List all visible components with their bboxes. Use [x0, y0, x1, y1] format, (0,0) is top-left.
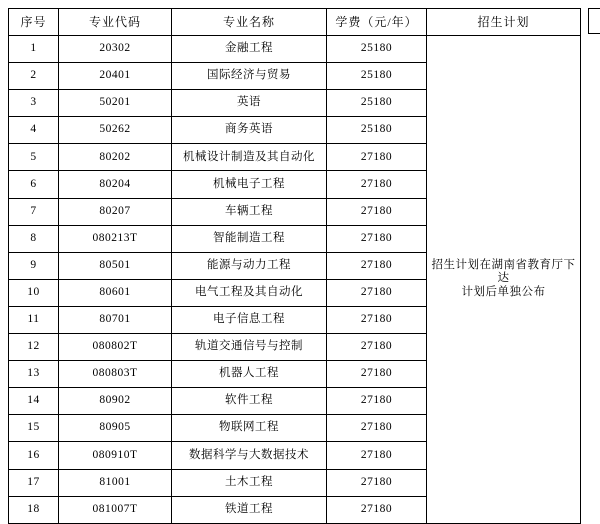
cell-fee: 27180 — [327, 279, 427, 306]
cell-name: 机器人工程 — [172, 361, 327, 388]
cell-code: 80204 — [59, 171, 172, 198]
column-header-plan: 招生计划 — [427, 9, 581, 36]
cell-seq: 18 — [9, 496, 59, 523]
table-edge-fragment — [588, 8, 600, 34]
cell-fee: 25180 — [327, 36, 427, 63]
cell-plan-note — [427, 36, 581, 524]
cell-seq: 8 — [9, 225, 59, 252]
cell-code: 81001 — [59, 469, 172, 496]
cell-name: 机械电子工程 — [172, 171, 327, 198]
cell-fee: 27180 — [327, 415, 427, 442]
cell-seq: 3 — [9, 90, 59, 117]
table-header — [9, 9, 581, 36]
cell-fee: 25180 — [327, 63, 427, 90]
majors-table — [8, 8, 581, 524]
cell-name: 国际经济与贸易 — [172, 63, 327, 90]
cell-code: 20302 — [59, 36, 172, 63]
cell-name: 铁道工程 — [172, 496, 327, 523]
cell-code: 080910T — [59, 442, 172, 469]
cell-fee: 27180 — [327, 225, 427, 252]
cell-code: 080213T — [59, 225, 172, 252]
cell-seq: 2 — [9, 63, 59, 90]
cell-seq: 13 — [9, 361, 59, 388]
column-header-fee: 学费（元/年） — [327, 9, 427, 36]
cell-name: 物联网工程 — [172, 415, 327, 442]
cell-name: 轨道交通信号与控制 — [172, 334, 327, 361]
cell-fee: 27180 — [327, 388, 427, 415]
cell-name: 智能制造工程 — [172, 225, 327, 252]
cell-seq: 4 — [9, 117, 59, 144]
cell-fee: 25180 — [327, 117, 427, 144]
cell-name: 数据科学与大数据技术 — [172, 442, 327, 469]
cell-seq: 16 — [9, 442, 59, 469]
table-body — [9, 36, 581, 524]
column-header-name: 专业名称 — [172, 9, 327, 36]
cell-code: 80207 — [59, 198, 172, 225]
cell-fee: 27180 — [327, 442, 427, 469]
cell-name: 商务英语 — [172, 117, 327, 144]
cell-seq: 12 — [9, 334, 59, 361]
cell-fee: 27180 — [327, 252, 427, 279]
cell-code: 080802T — [59, 334, 172, 361]
table-row — [9, 36, 581, 63]
cell-fee: 27180 — [327, 171, 427, 198]
cell-code: 80501 — [59, 252, 172, 279]
column-header-code: 专业代码 — [59, 9, 172, 36]
cell-code: 20401 — [59, 63, 172, 90]
cell-seq: 7 — [9, 198, 59, 225]
cell-code: 80601 — [59, 279, 172, 306]
plan-note-line-2: 计划后单独公布 — [461, 286, 546, 299]
cell-code: 80202 — [59, 144, 172, 171]
cell-fee: 27180 — [327, 496, 427, 523]
cell-name: 电子信息工程 — [172, 306, 327, 333]
cell-fee: 27180 — [327, 144, 427, 171]
cell-code: 80701 — [59, 306, 172, 333]
cell-code: 080803T — [59, 361, 172, 388]
cell-code: 80905 — [59, 415, 172, 442]
cell-code: 50201 — [59, 90, 172, 117]
cell-seq: 10 — [9, 279, 59, 306]
cell-name: 金融工程 — [172, 36, 327, 63]
cell-seq: 15 — [9, 415, 59, 442]
cell-fee: 27180 — [327, 469, 427, 496]
cell-seq: 6 — [9, 171, 59, 198]
cell-name: 英语 — [172, 90, 327, 117]
cell-seq: 5 — [9, 144, 59, 171]
cell-fee: 27180 — [327, 198, 427, 225]
cell-code: 50262 — [59, 117, 172, 144]
cell-fee: 27180 — [327, 306, 427, 333]
cell-seq: 14 — [9, 388, 59, 415]
cell-name: 能源与动力工程 — [172, 252, 327, 279]
cell-fee: 25180 — [327, 90, 427, 117]
cell-fee: 27180 — [327, 334, 427, 361]
column-header-seq: 序号 — [9, 9, 59, 36]
cell-fee: 27180 — [327, 361, 427, 388]
cell-seq: 1 — [9, 36, 59, 63]
table-header-row — [9, 9, 581, 36]
plan-note-line-1: 招生计划在湖南省教育厅下达 — [431, 258, 576, 285]
cell-name: 车辆工程 — [172, 198, 327, 225]
cell-seq: 9 — [9, 252, 59, 279]
cell-code: 80902 — [59, 388, 172, 415]
cell-name: 电气工程及其自动化 — [172, 279, 327, 306]
cell-code: 081007T — [59, 496, 172, 523]
cell-seq: 11 — [9, 306, 59, 333]
cell-name: 机械设计制造及其自动化 — [172, 144, 327, 171]
cell-name: 软件工程 — [172, 388, 327, 415]
cell-seq: 17 — [9, 469, 59, 496]
cell-name: 土木工程 — [172, 469, 327, 496]
